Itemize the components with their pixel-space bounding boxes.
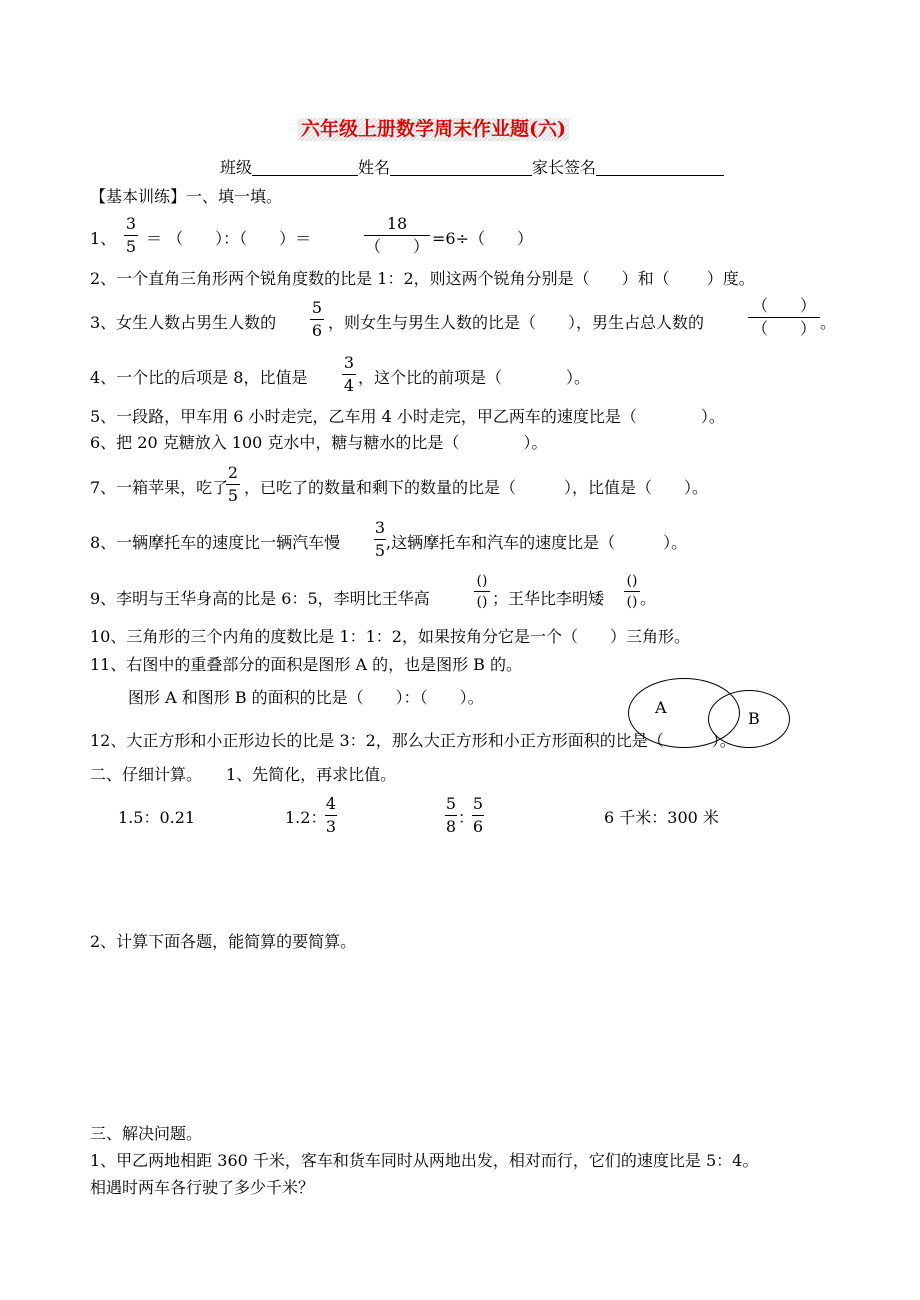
question-10: 10、三角形的三个内角的度数比是 1：1：2，如果按角分它是一个（ ）三角形。	[90, 627, 690, 646]
fraction: 3 5	[374, 518, 386, 560]
shape-a-label: A	[655, 698, 667, 717]
fraction: 5 6	[311, 298, 323, 340]
question-11-line2: 图形 A 和图形 B 的面积的比是（ ）：（ ）。	[128, 688, 484, 707]
page-title: 六年级上册数学周末作业题(六)	[298, 118, 569, 141]
name-label: 姓名	[358, 158, 391, 177]
problem-1-line1: 1、甲乙两地相距 360 千米，客车和货车同时从两地出发，相对而行，它们的速度比是 5：4。	[90, 1151, 759, 1170]
fraction: 3 5	[125, 214, 137, 256]
question-2: 2、一个直角三角形两个锐角度数的比是 1：2，则这两个锐角分别是（ ）和（ ）度。	[90, 269, 755, 288]
fraction: () ()	[474, 574, 490, 609]
question-12: 12、大正方形和小正形边长的比是 3：2，那么大正方形和小正方形面积的比是（ ）。	[90, 731, 736, 750]
section-2-heading: 二、仔细计算。 1、先简化，再求比值。	[90, 765, 397, 784]
shape-b-label: B	[748, 709, 760, 728]
fraction: 4 3	[325, 794, 337, 836]
fraction: () ()	[624, 574, 640, 609]
question-5: 5、一段路，甲车用 6 小时走完，乙车用 4 小时走完，甲乙两车的速度比是（ ）。	[90, 407, 725, 426]
name-blank[interactable]	[390, 161, 532, 176]
fraction: （ ） （ ）	[748, 298, 820, 337]
exercise-3-colon: ：	[458, 808, 475, 827]
question-6: 6、把 20 克糖放入 100 克水中，糖与糖水的比是（ ）。	[90, 433, 548, 452]
fraction: 5 8	[445, 794, 457, 836]
fraction: 2 5	[227, 463, 239, 505]
class-blank[interactable]	[252, 161, 358, 176]
question-11-line1: 11、右图中的重叠部分的面积是图形 A 的，也是图形 B 的。	[90, 655, 523, 674]
exercise-2: 1.2：	[285, 808, 327, 827]
header-fields	[220, 160, 724, 176]
calculation-subheading: 2、计算下面各题，能简算的要简算。	[90, 932, 357, 951]
problem-1-line2: 相遇时两车各行驶了多少千米？	[90, 1178, 315, 1197]
fraction: 5 6	[472, 794, 484, 836]
class-label: 班级	[220, 158, 253, 177]
exercise-4: 6 千米：300 米	[604, 808, 719, 827]
parent-signature-blank[interactable]	[596, 161, 724, 176]
exercise-1: 1.5：0.21	[118, 808, 196, 827]
fraction: 3 4	[343, 353, 355, 395]
section-1-heading: 【基本训练】一、填一填。	[90, 187, 283, 206]
section-3-heading: 三、解决问题。	[90, 1124, 203, 1143]
fraction: 18 （ ）	[364, 214, 429, 256]
parent-label: 家长签名	[532, 158, 597, 177]
